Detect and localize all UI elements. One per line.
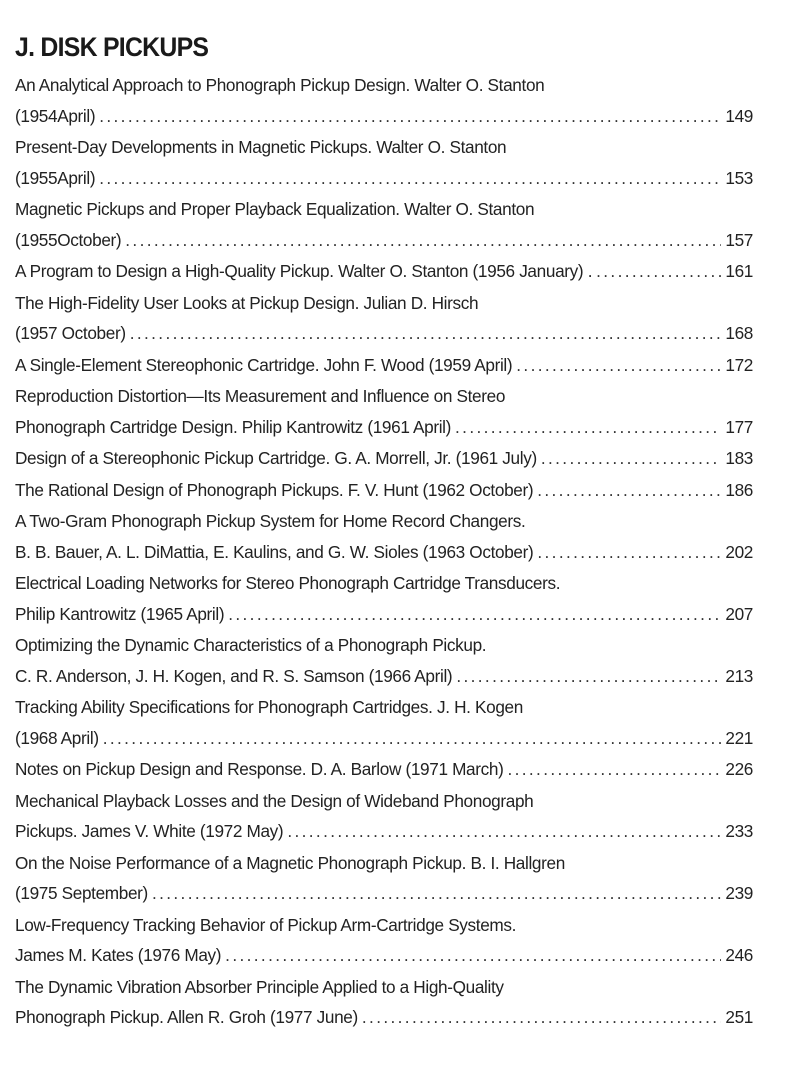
toc-entry[interactable] <box>15 256 753 287</box>
dot-leader <box>130 318 722 349</box>
page-number: 149 <box>725 105 753 126</box>
toc-entry[interactable] <box>15 70 753 131</box>
dot-leader <box>596 256 721 287</box>
entry-final-line <box>15 163 753 194</box>
dot-leader <box>99 101 721 132</box>
entry-text: James M. Kates (1976 May) <box>15 945 222 965</box>
dot-leader <box>541 443 722 474</box>
entry-final-line <box>15 318 753 349</box>
dot-leader <box>362 1002 721 1033</box>
entry-final-line <box>15 225 753 256</box>
toc-entry[interactable] <box>15 754 753 785</box>
entry-final-line <box>15 412 753 443</box>
dot-leader <box>507 754 721 785</box>
entry-title-line <box>15 972 753 1003</box>
entry-title: Present-Day Developments in Magnetic Pickups. Walter O. Stanton <box>15 137 507 157</box>
entry-text: Philip Kantrowitz (1965 April) <box>15 603 225 624</box>
dot-leader <box>125 225 721 256</box>
entry-title: Mechanical Playback Losses and the Design of Wideband Phonograph <box>15 790 534 811</box>
entry-final-line <box>15 350 753 381</box>
entry-text: B. B. Bauer, A. L. DiMattia, E. Kaulins, and G. W. Sioles (1963 October) <box>15 541 534 562</box>
toc-entry[interactable] <box>15 443 753 474</box>
dot-leader <box>537 537 721 568</box>
entry-text: (1957 October) <box>15 323 126 343</box>
toc-entry[interactable] <box>15 381 753 442</box>
toc-entry[interactable] <box>15 972 753 1033</box>
page-number: 251 <box>725 1007 753 1027</box>
dot-leader <box>456 661 721 692</box>
entry-title-line <box>15 506 753 537</box>
toc-entry[interactable] <box>15 910 753 971</box>
section-title: J. DISK PICKUPS <box>15 32 209 62</box>
page-number: 202 <box>725 541 753 562</box>
entry-title-line <box>15 194 753 225</box>
page-number: 207 <box>725 603 753 624</box>
entry-title-line <box>15 381 753 412</box>
entry-final-line <box>15 1002 753 1033</box>
entry-title: Tracking Ability Specifications for Phonograph Cartridges. J. H. Kogen <box>15 697 523 717</box>
toc-entry[interactable] <box>15 506 753 567</box>
toc-entry[interactable] <box>15 848 753 909</box>
page-number: 239 <box>725 883 753 903</box>
page-number: 153 <box>725 167 753 188</box>
page-number: 186 <box>725 479 753 500</box>
entry-final-line <box>15 537 753 568</box>
entry-text: (1968 April) <box>15 727 99 748</box>
entry-text: (1955April) <box>15 167 96 188</box>
entry-final-line <box>15 940 753 971</box>
page-number: 168 <box>725 323 753 343</box>
dot-leader <box>537 475 721 506</box>
entry-final-line <box>15 443 753 474</box>
entry-title-line <box>15 786 753 817</box>
entry-text: Pickups. James V. White (1972 May) <box>15 821 284 841</box>
dot-leader <box>455 412 721 443</box>
entry-title-line <box>15 848 753 879</box>
entry-title: Optimizing the Dynamic Characteristics of a Phonograph Pickup. <box>15 635 487 655</box>
page-number: 161 <box>725 261 753 281</box>
page-number: 233 <box>725 821 753 841</box>
entry-text: Notes on Pickup Design and Response. D. A. Barlow (1971 March) <box>15 759 504 779</box>
entry-final-line <box>15 723 753 754</box>
page-number: 246 <box>725 945 753 965</box>
toc-entry[interactable] <box>15 568 753 629</box>
entry-title: Low-Frequency Tracking Behavior of Pickup Arm-Cartridge Systems. <box>15 914 517 935</box>
toc-entry[interactable] <box>15 194 753 255</box>
dot-leader <box>225 940 721 971</box>
entry-title: Electrical Loading Networks for Stereo Phonograph Cartridge Transducers. <box>15 573 561 593</box>
entry-final-line <box>15 816 753 847</box>
dot-leader <box>103 723 722 754</box>
page-number: 172 <box>725 354 753 375</box>
entry-title-line <box>15 70 753 101</box>
page-number: 183 <box>725 448 753 468</box>
entry-text: Design of a Stereophonic Pickup Cartridge. G. A. Morrell, Jr. (1961 July) <box>15 448 537 468</box>
page-number: 226 <box>725 759 753 779</box>
dot-leader <box>516 350 721 381</box>
entry-text: (1954April) <box>15 105 96 126</box>
entry-title: Reproduction Distortion—Its Measurement and Influence on Stereo <box>15 386 506 406</box>
entry-title-line <box>15 288 753 319</box>
entry-text: (1955October) <box>15 229 122 250</box>
entry-text: Phonograph Cartridge Design. Philip Kantrowitz (1961 April) <box>15 416 452 437</box>
entry-title: The Dynamic Vibration Absorber Principle Applied to a High-Quality <box>15 976 504 997</box>
entry-title: Magnetic Pickups and Proper Playback Equalization. Walter O. Stanton <box>15 199 535 219</box>
entry-title-line <box>15 692 753 723</box>
entry-final-line <box>15 101 753 132</box>
page-number: 157 <box>725 229 753 250</box>
entry-title-line <box>15 630 753 661</box>
entry-final-line <box>15 754 753 785</box>
toc-entry[interactable] <box>15 692 753 753</box>
dot-leader <box>228 599 721 630</box>
entry-text: C. R. Anderson, J. H. Kogen, and R. S. Samson (1966 April) <box>15 665 453 686</box>
entry-title: The High-Fidelity User Looks at Pickup Design. Julian D. Hirsch <box>15 292 479 313</box>
dot-leader <box>152 878 721 909</box>
dot-leader <box>99 163 721 194</box>
entry-final-line <box>15 661 753 692</box>
entry-text: Phonograph Pickup. Allen R. Groh (1977 June) <box>15 1007 358 1027</box>
dot-leader <box>287 816 721 847</box>
toc-entry[interactable] <box>15 132 753 193</box>
entry-text: A Single-Element Stereophonic Cartridge. John F. Wood (1959 April) <box>15 354 513 375</box>
page-number: 213 <box>725 665 753 686</box>
page-number: 177 <box>725 416 753 437</box>
entry-final-line <box>15 599 753 630</box>
toc-entry[interactable] <box>15 288 753 349</box>
entry-title: An Analytical Approach to Phonograph Pickup Design. Walter O. Stanton <box>15 75 545 95</box>
toc-entry[interactable] <box>15 630 753 691</box>
page-number: 221 <box>725 727 753 748</box>
toc-entry[interactable] <box>15 786 753 847</box>
entry-text: The Rational Design of Phonograph Pickups. F. V. Hunt (1962 October) <box>15 479 534 500</box>
entry-final-line <box>15 878 753 909</box>
entry-text: A Program to Design a High-Quality Pickup. Walter O. Stanton (1956 January) . <box>15 261 593 281</box>
entry-final-line <box>15 256 753 287</box>
entry-final-line <box>15 475 753 506</box>
entry-title: A Two-Gram Phonograph Pickup System for Home Record Changers. <box>15 511 526 531</box>
entry-title-line <box>15 132 753 163</box>
entry-title-line <box>15 568 753 599</box>
toc-entry[interactable] <box>15 475 753 506</box>
entry-title: On the Noise Performance of a Magnetic Phonograph Pickup. B. I. Hallgren <box>15 852 565 873</box>
entry-title-line <box>15 910 753 941</box>
toc-entry[interactable] <box>15 350 753 381</box>
entry-text: (1975 September) <box>15 883 148 903</box>
